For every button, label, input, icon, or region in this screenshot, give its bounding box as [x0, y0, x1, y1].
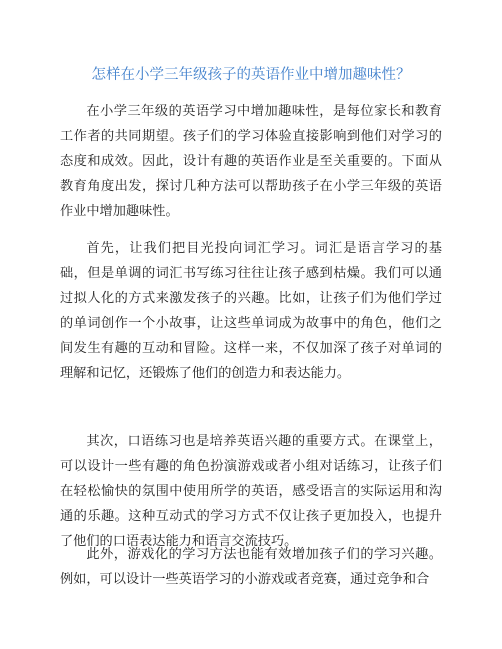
paragraph-games: 此外，游戏化的学习方法也能有效增加孩子们的学习兴趣。例如，可以设计一些英语学习的小游戏或者竞赛，通过竞争和合: [60, 547, 442, 587]
paragraph-intro: 在小学三年级的英语学习中增加趣味性，是每位家长和教育工作者的共同期望。孩子们的学习体验直接影响到他们对学习的态度和成效。因此，设计有趣的英语作业是至关重要的。下面从教育角度出发，探讨几种方法可以帮助孩子在小学三年级的英语作业中增加趣味性。: [60, 104, 442, 219]
paragraph-vocabulary: 首先，让我们把目光投向词汇学习。词汇是语言学习的基础，但是单调的词汇书写练习往往让孩子感到枯燥。我们可以通过拟人化的方式来激发孩子的兴趣。比如，让孩子们为他们学过的单词创作一个小故事，让这些单词成为故事中的角色，他们之间发生有趣的互动和冒险。这样一来，不仅加深了孩子对单词的理解和记忆，还锻炼了他们的创造力和表达能力。: [60, 241, 442, 381]
document-title: 怎样在小学三年级孩子的英语作业中增加趣味性？: [91, 67, 411, 83]
paragraph-speaking: 其次，口语练习也是培养英语兴趣的重要方式。在课堂上，可以设计一些有趣的角色扮演游戏或者小组对话练习，让孩子们在轻松愉快的氛围中使用所学的英语，感受语言的实际运用和沟通的乐趣。这种互动式的学习方式不仅让孩子更加投入，也提升了他们的口语表达能力和语言交流技巧。: [60, 434, 442, 549]
